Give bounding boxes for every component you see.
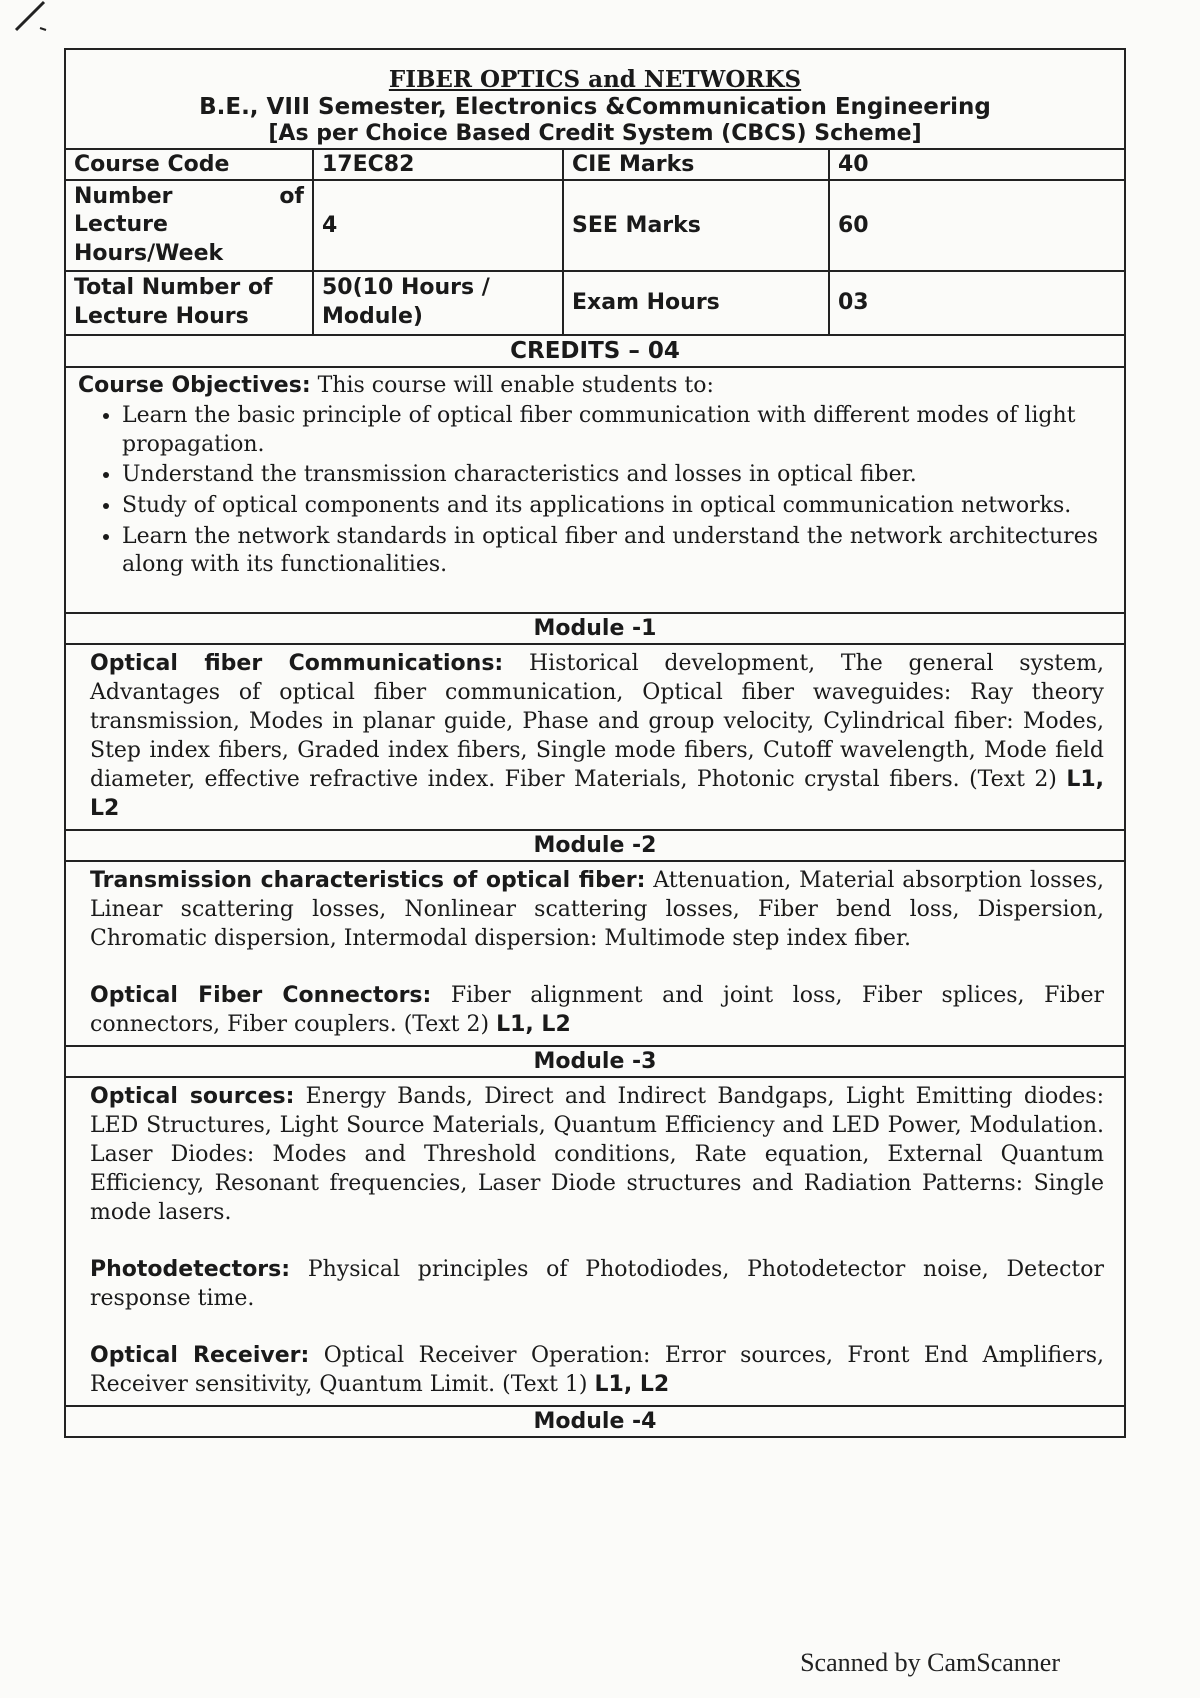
total-hours-value-1: 50(10 Hours / — [322, 275, 490, 301]
module-2-keyword-1: Transmission characteristics of optical fiber: — [90, 867, 646, 893]
module-2-body — [66, 862, 1124, 1045]
cie-marks-value: 40 — [829, 149, 1124, 180]
total-hours-value — [313, 271, 563, 334]
see-marks-value: 60 — [829, 180, 1124, 272]
module-3-levels: L1, L2 — [594, 1372, 670, 1398]
module-2-keyword-2: Optical Fiber Connectors: — [90, 982, 432, 1008]
course-title: FIBER OPTICS and NETWORKS — [388, 66, 802, 93]
exam-hours-value: 03 — [829, 271, 1124, 334]
course-info-table — [66, 148, 1124, 336]
scanner-watermark: Scanned by CamScanner — [800, 1648, 1060, 1677]
module-3-keyword-1: Optical sources: — [90, 1084, 295, 1110]
module-4-heading: Module -4 — [66, 1405, 1124, 1436]
lecture-hours-label-1: Number — [74, 183, 173, 209]
credits: CREDITS – 04 — [66, 336, 1124, 368]
scan-mark — [14, 0, 54, 40]
objectives-list — [78, 402, 1112, 580]
module-2-heading: Module -2 — [66, 829, 1124, 862]
module-2-text-2: Fiber alignment and joint loss, Fiber splices, Fiber connectors, Fiber couplers. (Text 2) — [90, 982, 1104, 1038]
lecture-hours-value: 4 — [313, 180, 563, 272]
table-row — [66, 271, 1124, 334]
module-1-levels: L1, L2 — [90, 766, 1105, 821]
table-row — [66, 180, 1124, 272]
module-3-keyword-2: Photodetectors: — [90, 1257, 291, 1283]
module-3-text-2: Physical principles of Photodiodes, Photodetector noise, Detector response time. — [90, 1257, 1104, 1312]
lecture-hours-label — [66, 180, 313, 272]
module-1-text: Historical development, The general system, Advantages of optical fiber communication, Optical fiber waveguides: Ray theory transmission, Modes in planar guide, Phase and group velocity, Cylindrical fiber: Modes, Step index fibers, Graded index fibers, Single mode fibers, Cutoff wavelength, Mode field diameter, effective refractive index. Fiber Materials, Photonic crystal fibers. (Text 2) — [90, 650, 1105, 792]
list-item: • Learn the basic principle of optical fiber communication with different modes of light propagation. — [122, 402, 1112, 459]
objectives-lead: Course Objectives: — [78, 372, 311, 398]
list-item: • Understand the transmission characteristics and losses in optical fiber. — [122, 461, 1112, 490]
module-2-text-1: Attenuation, Material absorption losses, Linear scattering losses, Nonlinear scattering losses, Fiber bend loss, Dispersion, Chromatic dispersion, Intermodal dispersion: Multimode step index fiber. — [90, 867, 1104, 951]
exam-hours-label: Exam Hours — [563, 271, 829, 334]
total-hours-value-2: Module) — [322, 303, 423, 329]
lecture-hours-label-2: Lecture — [74, 212, 168, 238]
table-row — [66, 149, 1124, 180]
objectives-intro: This course will enable students to: — [310, 372, 714, 398]
total-hours-label — [66, 271, 313, 334]
module-3-heading: Module -3 — [66, 1045, 1124, 1078]
module-1-keyword: Optical fiber Communications: — [90, 650, 504, 676]
module-1-body — [66, 645, 1124, 829]
syllabus-header — [66, 50, 1124, 148]
total-hours-label-1: Total Number of — [74, 275, 273, 301]
scheme-subtitle: [As per Choice Based Credit System (CBCS) Scheme] — [268, 121, 922, 147]
cie-marks-label: CIE Marks — [563, 149, 829, 180]
list-item: • Study of optical components and its applications in optical communication networks. — [122, 492, 1112, 521]
syllabus-sheet — [64, 48, 1126, 1438]
course-code-value: 17EC82 — [313, 149, 563, 180]
lecture-hours-label-of: of — [279, 183, 304, 209]
lecture-hours-label-3: Hours/Week — [74, 240, 224, 266]
module-3-keyword-3: Optical Receiver: — [90, 1343, 310, 1369]
total-hours-label-2: Lecture Hours — [74, 303, 249, 329]
module-3-text-3: Optical Receiver Operation: Error sources, Front End Amplifiers, Receiver sensitivity, Quantum Limit. (Text 1) — [90, 1343, 1105, 1398]
module-3-body — [66, 1078, 1124, 1405]
module-2-levels: L1, L2 — [496, 1012, 571, 1038]
course-code-label: Course Code — [66, 149, 313, 180]
module-3-text-1: Energy Bands, Direct and Indirect Bandgaps, Light Emitting diodes: LED Structures, Light Source Materials, Quantum Efficiency and LED Power, Modulation. Laser Diodes: Modes and Threshold conditions, Rate equation, External Quantum Efficiency, Resonant frequencies, Laser Diode structures and Radiation Patterns: Single mode lasers. — [90, 1084, 1105, 1226]
course-objectives — [66, 368, 1124, 612]
list-item: • Learn the network standards in optical fiber and understand the network architectures along with its functionalities. — [122, 523, 1112, 580]
module-1-heading: Module -1 — [66, 612, 1124, 645]
see-marks-label: SEE Marks — [563, 180, 829, 272]
program-subtitle: B.E., VIII Semester, Electronics &Communication Engineering — [199, 93, 991, 120]
